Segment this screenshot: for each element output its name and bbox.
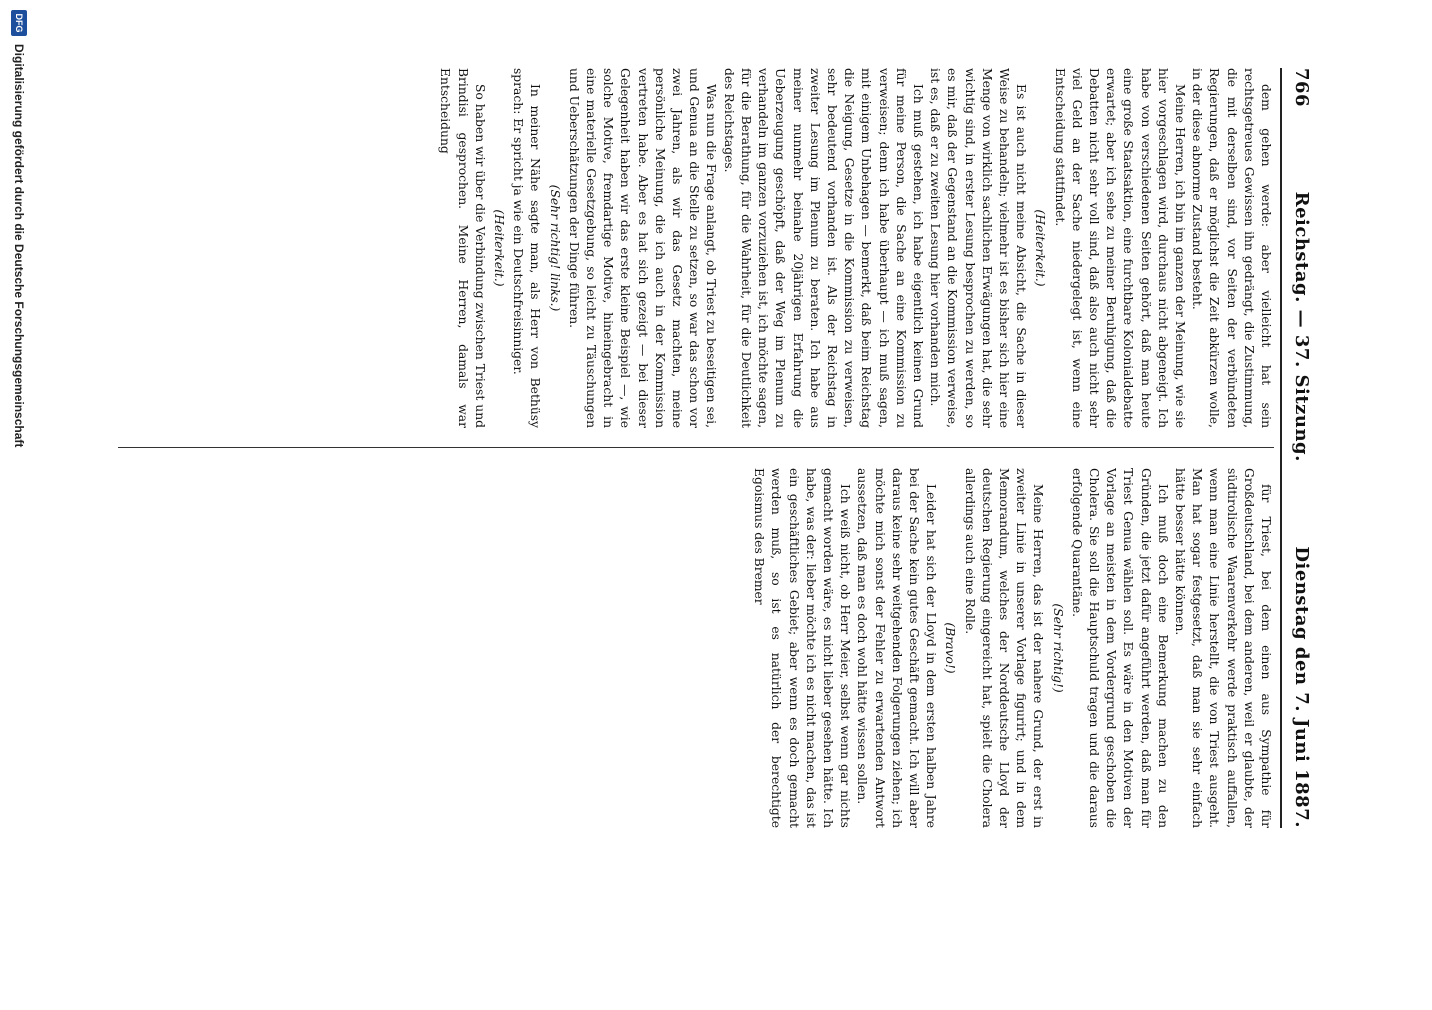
paragraph: Leider hat sich der Lloyd in dem ersten halben Jahre bei der Sache kein gutes Geschäft gemacht. Ich will aber daraus keine sehr weitgehenden Folgerungen ziehen; ich möchte mich sonst der Fehler zu erwartenden Antwort aussetzen, daß man es doch wohl hätte wissen sollen.: [855, 468, 939, 828]
page-date: Dienstag den 7. Juni 1887.: [1291, 546, 1313, 828]
paragraph: dem gehen werde: aber vielleicht hat sein rechtsgetreues Gewissen ihn gedrängt, die Zustimmung, die mit derselben sind, vor Seiten der verbündeten Regierungen, daß er möglichst die Zeit abkürzen wolle, in der diese abnorme Zustand besteht.: [1190, 68, 1273, 428]
paragraph: Ich muß gestehen, ich habe eigentlich keinen Grund für meine Person, die Sache an eine Kommission zu verweisen; denn ich habe überhaupt — ich muß sagen, mit einigem Unbehagen — bemerkt, daß beim Reichstag die Neigung, Gesetze in die Kommission zu verweisen, sehr bedeutend vorhanden ist. Als der Reichstag in zweiter Lesung im Plenum zu beraten. Ich habe aus meiner nunmehr beinahe 20jährigen Erfahrung die Ueberzeugung geschöpft, daß der Weg im Plenum zu verhandeln im ganzen vorzuziehen ist, ich möchte sagen, für die Berathung, für die Wahrheit, für die Deutlichkeit des Reichstages.: [721, 68, 925, 428]
paragraph: Was nun die Frage anlangt, ob Triest zu beseitigen sei, und Genua an die Stelle zu setzen, so war das schon vor zwei Jahren, als wir das Gesetz machten, meine persönliche Meinung, die ich auch in der Kommission vertreten habe. Aber es hat sich gezeigt — bei dieser Gelegenheit haben wir das erste kleine Beispiel —, wie solche Motive, fremdartige Motive, hineingebracht in eine materielle Gesetzgebung, so leicht zu Täuschungen und Ueberschätzungen der Dinge führen.: [566, 68, 719, 428]
paragraph: (Heiterkeit.): [492, 209, 507, 287]
digitization-credit: [1, 0, 37, 1010]
paragraph: Meine Herren, ich bin im ganzen der Meinung, wie sie hier vorgeschlagen wird, durchaus nicht abgeneigt. Ich habe von verschiedenen Seiten gehört, daß man heute eine große Staatsaktion, eine furchtbare Kolonialdebatte erwartet; aber ich sehe zu meiner Beruhigung, daß die Debatten nicht sehr voll sind, daß also auch nicht sehr viel Geld an der Sache niedergelegt ist, wenn eine Entscheidung stattfindet.: [1052, 68, 1187, 428]
paragraph: Ich weiß nicht, ob Herr Meier, selbst wenn gar nichts gemacht worden wäre, es nicht lieber gesehen hätte. Ich habe, was der: lieber möchte ich es nicht machen, das ist ein geschäftliches Gebiet; aber wenn es doch gemacht werden muß, so ist es natürlich der berechtigte Egoismus des Bremer: [752, 468, 853, 828]
right-column: [118, 468, 1274, 828]
paragraph: So haben wir über die Verbindung zwischen Triest und Brindisi gesprochen. Meine Herren, damals war Entscheidung: [438, 68, 487, 428]
paragraph: (Sehr richtig!): [1050, 603, 1065, 693]
paragraph: Es ist auch nicht meine Absicht, die Sache in dieser Weise zu behandeln; vielmehr ist es bisher sich hier eine Menge von wirklich sachlichen Erwägungen hat, die sehr wichtig sind, in erster Lesung besprochen zu werden, so es mir, daß der Gegenstand an die Kommission verweise, ist es, daß er zu zweiten Lesung hier vorhanden mich.: [928, 68, 1029, 428]
paragraph: Ich muß doch eine Bemerkung machen zu den Gründen, die jetzt dafür angeführt werden, daß man für Triest Genua wählen soll. Es wäre in den Motiven der Vorlage an meisten in dem Vordergrund geschoben die Cholera. Sie soll die Hauptschuld tragen und die daraus erfolgende Quarantäne.: [1069, 468, 1170, 828]
header-rule: [1280, 68, 1282, 828]
paragraph: (Sehr richtig! links.): [547, 184, 562, 312]
paragraph: (Heiterkeit.): [1033, 209, 1048, 287]
dfg-logo: DFG: [11, 10, 27, 36]
column-divider: [118, 447, 1274, 448]
page-number: 766: [1291, 68, 1313, 108]
left-column: [118, 68, 1274, 428]
paragraph: In meiner Nähe sagte man, als Herr von Bethüsy sprach: Er spricht ja wie ein Deutschfreisinniger.: [511, 68, 543, 428]
page-header: [1282, 68, 1322, 828]
paragraph: Meine Herren, das ist der nahere Grund, der erst in zweiter Linie in unserer Vorlage figurirt; und in dem Memorandum, welches der Norddeutsche Lloyd der deutschen Regierung eingereicht hat, spielt die Cholera allerdings auch eine Rolle.: [962, 468, 1046, 828]
paragraph: für Triest, bei dem einen aus Sympathie für Großdeutschland, bei dem anderen, weil er glaubte, der südtirolische Waarenverkehr werde praktisch auffallen, wenn man eine Linie herstellt, die von Triest ausgeht. Man hat sogar festgesetzt, daß man sie sehr einfach hätte besser hätte können.: [1172, 468, 1273, 828]
page-title: Reichstag. — 37. Sitzung.: [1291, 191, 1313, 462]
paragraph: (Bravo!): [943, 622, 958, 674]
credit-text: Digitalisierung gefördert durch die Deutsche Forschungsgemeinschaft: [12, 44, 26, 448]
